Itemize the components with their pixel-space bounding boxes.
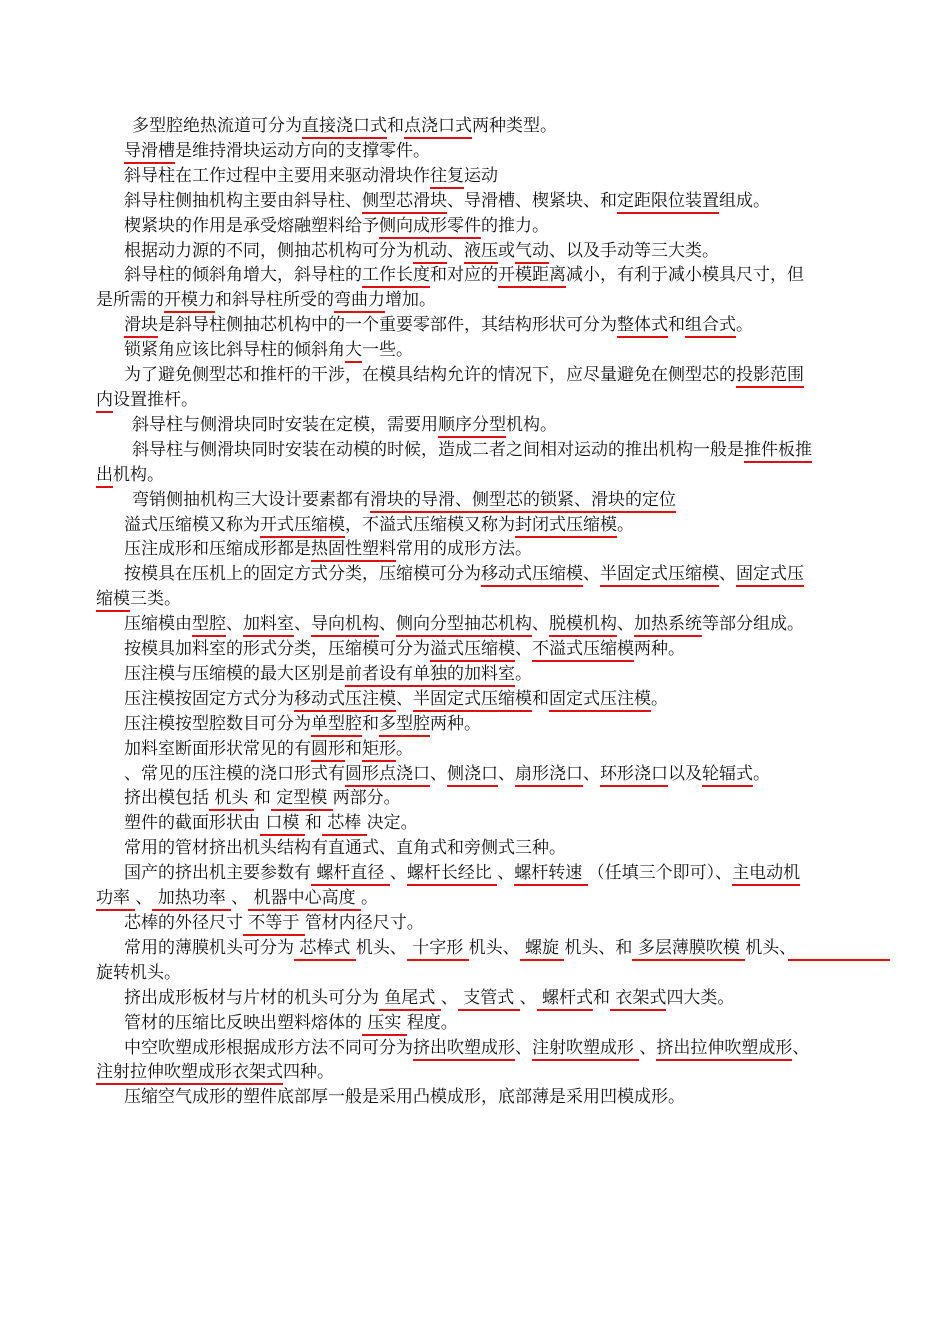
underlined-answer: 十字形 [407,938,469,961]
line-text: 、常见的压注模的浇口形式有 [124,763,345,784]
underlined-answer: 组合式 [685,315,736,338]
underlined-answer: 螺杆转速 [514,863,587,886]
line-text: 和 [345,738,362,759]
underlined-answer: 鱼尾式 [379,988,441,1011]
line-text: 。 [396,738,413,759]
line-text: 两部分。 [332,788,401,809]
line-text: 两种。 [634,639,685,660]
line-text: 和 [668,315,685,336]
line-text: 的推力。 [481,215,549,236]
line-text: 常用的薄膜机头可分为 [124,937,294,958]
line-text: 、导滑槽、楔紧块、和 [447,190,617,211]
line-text: 压注模按型腔数目可分为 [124,713,311,734]
text-line [96,189,816,214]
line-text: 为了避免侧型芯和推杆的干涉，在模具结构允许的情况下，应尽量避免在侧型芯的 [124,365,736,386]
underlined-answer: 开模距离 [498,265,566,288]
underlined-answer: 注射拉伸吹塑成形衣架式 [96,1062,283,1085]
underlined-answer: 直接浇口式 [302,116,387,139]
underlined-answer: 圆形点浇口 [345,764,430,787]
line-text: 根据动力源的不同，侧抽芯机构可分为 [124,240,413,261]
text-line [96,313,816,338]
line-text: 、 [639,1037,657,1058]
underlined-answer: 轮辐式 [702,764,753,787]
line-text: 、 [389,863,407,884]
underlined-answer: 固定式压注模 [549,689,651,712]
text-line [96,1036,816,1086]
line-text: 四大类。 [666,987,735,1008]
text-line [96,1085,816,1110]
underlined-answer: 定型模 [271,788,333,811]
line-text: 、 [719,564,736,585]
text-line [96,562,816,612]
line-text: 斜导柱与侧滑块同时安装在定模，需要用 [132,414,438,435]
underlined-answer: 固定式压缩模 [96,564,804,612]
line-text: 挤出成形板材与片材的机头可分为 [124,987,379,1008]
line-text: 、 [497,863,515,884]
line-text: 斜导柱侧抽机构主要由斜导柱、 [124,190,362,211]
line-text: 按模具加料室的形式分类，压缩模可分为 [124,639,430,660]
line-text: 常用的成形方法。 [396,539,532,560]
line-text: 溢式压缩模又称为 [124,514,260,535]
line-text: 按模具在压机上的固定方式分类，压缩模可分为 [124,564,481,585]
underlined-answer: 衣架式 [610,988,666,1011]
text-line [96,513,816,538]
underlined-answer: 滑块的导滑、侧型芯的锁紧、滑块的定位 [370,490,676,513]
underlined-answer: 螺杆长经比 [407,863,497,886]
text-line [96,488,816,513]
underlined-answer: 压实 [362,1013,407,1036]
line-text: 机头、 [468,937,520,958]
underlined-answer: 加热系统 [634,614,702,637]
line-text: 、 [231,888,249,909]
underlined-answer: 导滑槽 [124,141,175,164]
line-text: 、以及手动等三大类。 [549,240,719,261]
line-text: 机构。 [113,464,164,485]
text-line [96,537,816,562]
line-text: 和 [253,788,271,809]
line-text: 设置推杆。 [113,389,198,410]
underlined-answer: 加热功率 [152,888,231,911]
line-text: 组成。 [719,190,770,211]
text-line [96,911,816,936]
text-line [96,338,816,363]
line-text: 机头、 [745,937,788,958]
line-text: 国产的挤出机主要参数有 [124,863,311,884]
underlined-answer: 溢式压缩模 [430,639,515,662]
underlined-answer: 脱模机构 [549,614,617,637]
underlined-answer: 点浇口式 [404,116,472,139]
line-text: 机头、 [355,937,407,958]
underlined-answer: 封闭式压缩模 [515,515,617,538]
line-text: 、 [440,987,458,1008]
text-line [96,263,816,313]
underlined-answer: 机头 [209,788,254,811]
underlined-answer: 不等于 [243,913,305,936]
line-text: 、 [583,763,600,784]
underlined-answer: 圆形 [311,739,345,762]
underlined-answer: 机动 [413,241,447,264]
line-text: 、 [294,614,311,635]
underlined-answer: 投影范围内 [96,365,804,413]
text-line [96,413,816,438]
underlined-answer: 顺序分型 [438,415,506,438]
line-text: 弯销侧抽机构三大设计要素都有 [132,489,370,510]
underlined-answer: 热固性塑料 [311,539,396,562]
line-text: 斜导柱与侧滑块同时安装在动模的时候，造成二者之间相对运动的推出机构一般是 [132,439,744,460]
underlined-answer: 液压 [464,241,498,264]
underlined-answer: 工作长度 [362,265,430,288]
line-text: （任填三个即可）、 [587,863,733,884]
line-text: 运动 [464,165,498,186]
line-text: 塑件的截面形状由 [124,813,260,834]
underlined-answer: 主电动机功率 [96,863,800,911]
line-text: 。 [515,663,532,684]
text-line [96,114,816,139]
underlined-answer: 矩形 [362,739,396,762]
line-text: 。 [361,888,379,909]
text-line [96,1011,816,1036]
text-line [96,836,816,861]
line-text: 和 [304,813,322,834]
underlined-answer: 芯棒 [322,813,367,836]
underlined-answer: 侧浇口 [447,764,498,787]
line-text: 挤出模包括 [124,788,209,809]
underlined-answer: 环形浇口 [600,764,668,787]
line-text: 、 [430,763,447,784]
line-text: 加料室断面形状常见的有 [124,738,311,759]
line-text: 四种。 [283,1062,334,1083]
line-text: 是斜导柱侧抽芯机构中的一个重要零部件，其结构形状可分为 [158,315,617,336]
line-text: 中空吹塑成形根据成形方法不同可分为 [124,1037,413,1058]
line-text: 两种类型。 [472,116,557,136]
text-line [96,139,816,164]
underlined-answer: 挤出吹塑成形 [413,1038,515,1061]
text-line [96,712,816,737]
underlined-answer: 定距限位装置 [617,191,719,214]
document-body [96,114,816,1110]
underlined-answer: 往复 [430,166,464,189]
underlined-answer: 螺杆直径 [311,863,390,886]
line-text: 机构。 [506,414,557,435]
line-text: 以及 [668,763,702,784]
text-line [96,164,816,189]
line-text: 、 [583,564,600,585]
underlined-answer: 大 [345,340,362,363]
line-text: 、 [396,688,413,709]
underlined-answer: 单型腔 [311,714,362,737]
line-text: 或 [498,240,515,261]
underlined-answer: 多层薄膜吹模 [632,938,745,961]
underlined-answer: 开模力 [164,290,215,313]
underlined-answer: 口模 [260,813,305,836]
text-line [96,662,816,687]
line-text: 。 [651,688,668,709]
line-text: 管材内径尺寸。 [304,913,424,933]
text-line [96,786,816,811]
line-text: ，不溢式压缩模又称为 [345,514,515,535]
line-text: 压注成形和压缩成形都是 [124,539,311,560]
line-text: 和斜导柱所受的 [215,290,334,311]
text-line [96,936,816,986]
underlined-answer: 芯棒式 [294,938,356,961]
underlined-answer: 半固定式压缩模 [600,564,719,587]
text-line [96,762,816,787]
line-text: 和 [593,987,611,1008]
underlined-answer: 前者设有单独的加料室 [345,664,515,687]
line-text: 、 [226,614,243,635]
line-text: 和 [532,688,549,709]
text-line [96,239,816,264]
line-text: 斜导柱在工作过程中主要用来驱动滑块作 [124,165,430,186]
underlined-answer: 导向机构 [311,614,379,637]
line-text: 斜导柱的倾斜角增大，斜导柱的 [124,265,362,286]
underlined-answer: 开式压缩模 [260,515,345,538]
text-line [96,214,816,239]
line-text: 、 [519,987,537,1008]
underlined-answer: 机器中心高度 [248,888,361,911]
line-text: 、 [617,614,634,635]
line-text: 楔紧块的作用是承受熔融塑料给予 [124,215,379,236]
text-line [96,861,816,911]
underlined-answer: 侧向成形零件 [379,216,481,239]
underlined-answer: 螺旋 [520,938,565,961]
line-text: 压缩空气成形的塑件底部厚一般是采用凸模成形，底部薄是采用凹模成形。 [124,1087,685,1108]
line-text: 。 [617,514,634,535]
underlined-answer: 移动式压缩模 [481,564,583,587]
underlined-answer: 弯曲力 [334,290,385,313]
line-text: 压缩模由 [124,614,192,635]
line-text: 和 [387,116,404,136]
underlined-answer: 加料室 [243,614,294,637]
line-text: 是维持滑块运动方向的支撑零件。 [175,140,430,161]
line-text: 压注模按固定方式分为 [124,688,294,709]
line-text: 、 [379,614,396,635]
underlined-answer [788,938,890,961]
line-text: 、 [792,1037,810,1058]
line-text: 增加。 [385,290,436,311]
line-text: 锁紧角应该比斜导柱的倾斜角 [124,340,345,361]
line-text: 程度。 [406,1012,458,1033]
line-text: 决定。 [366,813,418,834]
line-text: 压注模与压缩模的最大区别是 [124,663,345,684]
underlined-answer: 滑块 [124,315,158,338]
line-text: 管材的压缩比反映出塑料熔体的 [124,1012,362,1033]
line-text: 三类。 [130,589,181,610]
text-line [96,363,816,413]
line-text: 、 [515,639,532,660]
text-line [96,637,816,662]
line-text: 机头、和 [564,937,633,958]
line-text: 两种。 [430,713,481,734]
line-text: 减小，有利于减小模具尺寸，但是所需的 [96,265,804,311]
underlined-answer: 半固定式压缩模 [413,689,532,712]
line-text: 旋转机头。 [96,962,181,983]
underlined-answer: 挤出拉伸吹塑成形 [656,1038,792,1061]
underlined-answer: 气动 [515,241,549,264]
underlined-answer: 侧向分型抽芯机构 [396,614,532,637]
underlined-answer: 整体式 [617,315,668,338]
text-line [96,811,816,836]
line-text: 、 [498,763,515,784]
line-text: 。 [753,763,770,784]
underlined-answer: 螺杆式 [537,988,593,1011]
text-line [96,438,816,488]
line-text: 和 [362,713,379,734]
underlined-answer: 移动式压注模 [294,689,396,712]
line-text: 常用的管材挤出机头结构有直通式、直角式和旁侧式三种。 [124,838,566,859]
underlined-answer: 推件板推出 [96,440,812,488]
line-text: 和对应的 [430,265,498,286]
line-text: 、 [515,1037,532,1058]
underlined-answer: 型腔 [192,614,226,637]
line-text: 、 [135,888,153,909]
underlined-answer: 支管式 [458,988,520,1011]
line-text: 一些。 [362,340,413,361]
underlined-answer: 扇形浇口 [515,764,583,787]
line-text: 芯棒的外径尺寸 [124,913,243,933]
text-line [96,612,816,637]
line-text: 、 [532,614,549,635]
text-line [96,687,816,712]
text-line [96,986,816,1011]
text-line [96,737,816,762]
underlined-answer: 不溢式压缩模 [532,639,634,662]
line-text: 等部分组成。 [702,614,804,635]
line-text: 。 [736,315,753,336]
underlined-answer: 多型腔 [379,714,430,737]
underlined-answer: 侧型芯滑块 [362,191,447,214]
line-text: 多型腔绝热流道可分为 [132,116,302,136]
line-text: 、 [447,240,464,261]
underlined-answer: 注射吹塑成形 [532,1038,639,1061]
